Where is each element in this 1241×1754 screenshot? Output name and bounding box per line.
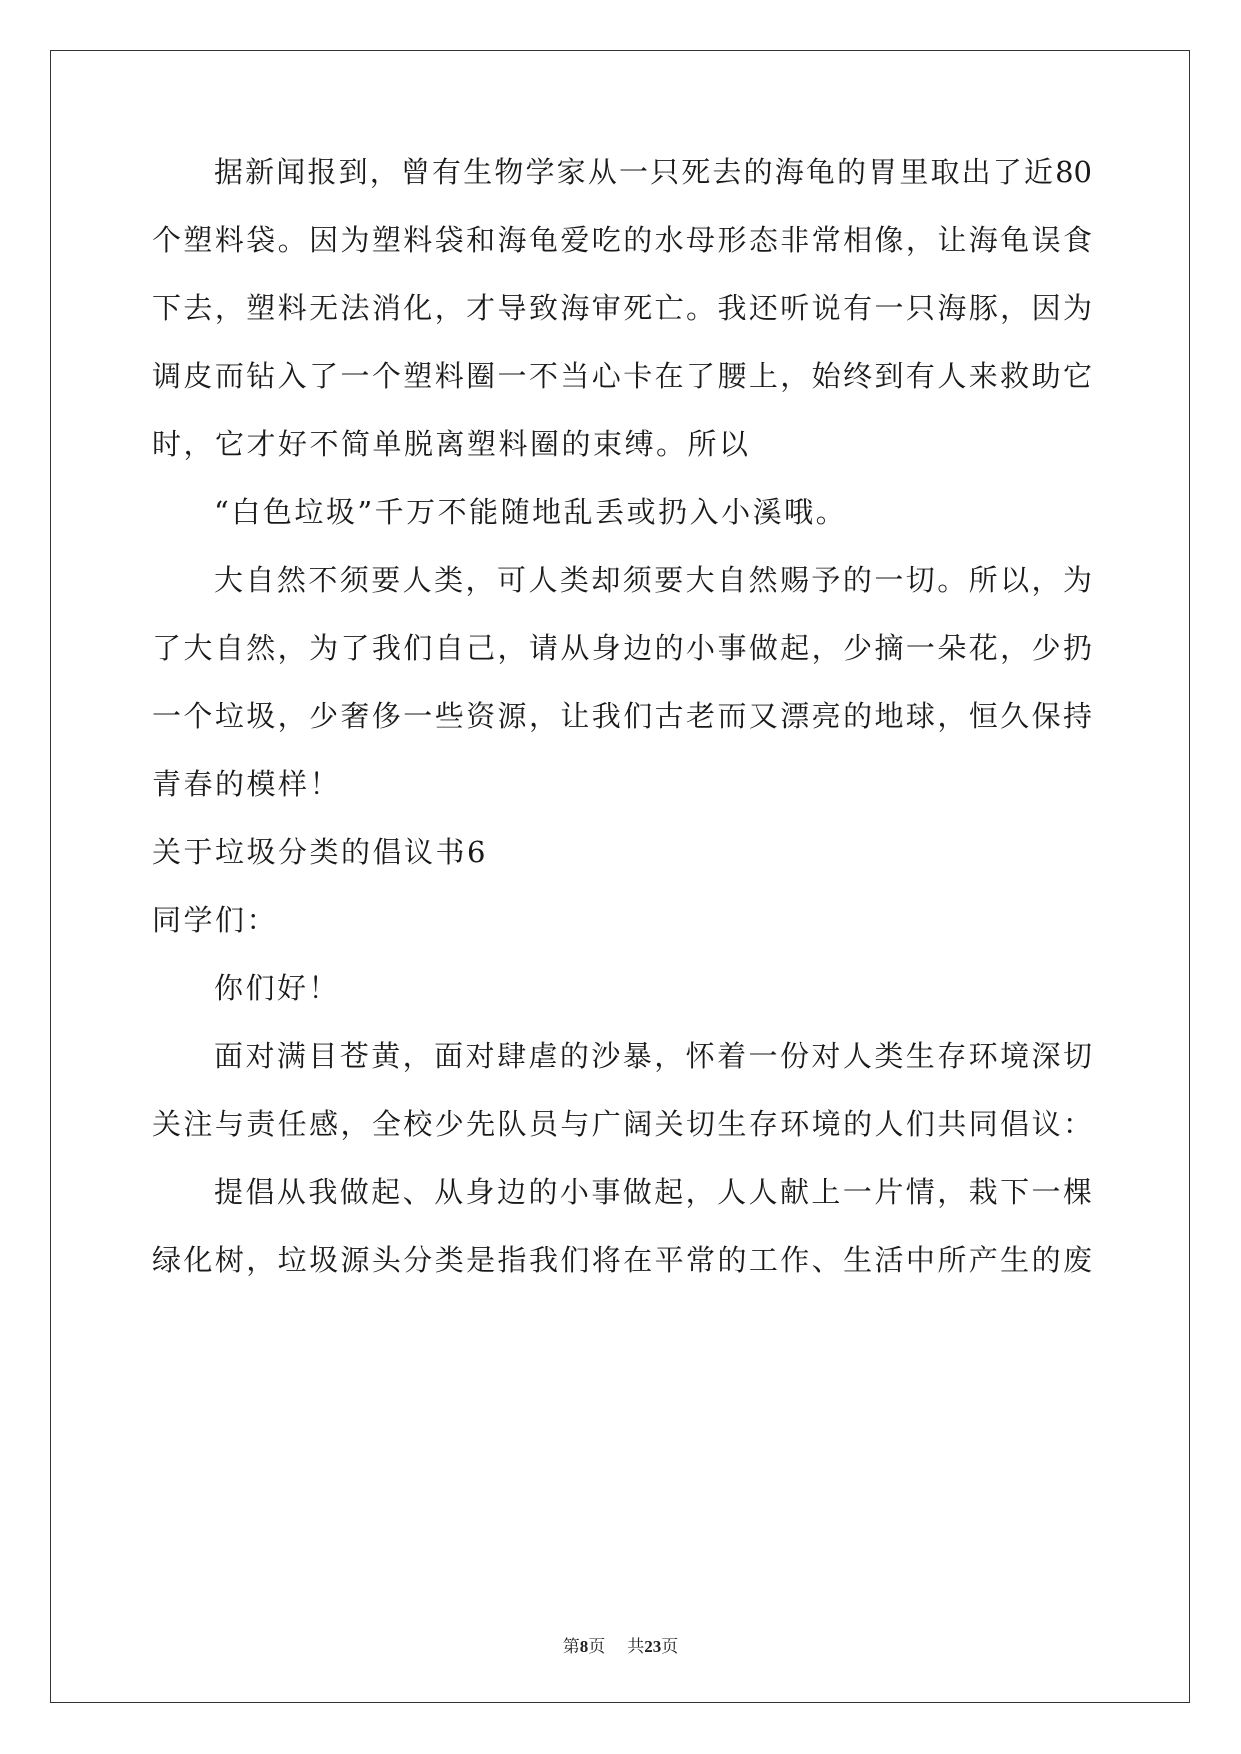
text-line: 青春的模样！	[152, 767, 342, 801]
text-line: 时，它才好不简单脱离塑料圈的束缚。所以	[152, 427, 751, 461]
text-line: 关注与责任感，全校少先队员与广阔关切生存环境的人们共同倡议：	[152, 1107, 1092, 1141]
section-heading: 关于垃圾分类的倡议书6	[152, 835, 488, 869]
text-line: 据新闻报到，曾有生物学家从一只死去的海龟的胃里取出了近80	[214, 155, 1092, 189]
salutation: 同学们：	[152, 903, 279, 937]
total-suffix: 页	[661, 1637, 679, 1657]
text-line: 提倡从我做起、从身边的小事做起，人人献上一片情，栽下一棵	[214, 1175, 1092, 1209]
text-line: 下去，塑料无法消化，才导致海审死亡。我还听说有一只海豚，因为	[152, 291, 1092, 325]
text-line: 调皮而钻入了一个塑料圈一不当心卡在了腰上，始终到有人来救助它	[152, 359, 1092, 393]
text-line: 了大自然，为了我们自己，请从身边的小事做起，少摘一朵花，少扔	[152, 631, 1092, 665]
greeting: 你们好！	[214, 971, 341, 1005]
page-number: 8	[579, 1637, 589, 1656]
text-line: “白色垃圾”千万不能随地乱丢或扔入小溪哦。	[214, 495, 848, 529]
text-line: 大自然不须要人类，可人类却须要大自然赐予的一切。所以，为	[214, 563, 1092, 597]
page-suffix: 页	[588, 1637, 606, 1657]
page-footer	[0, 1632, 1241, 1657]
total-prefix: 共	[627, 1637, 645, 1657]
page-prefix: 第	[562, 1637, 580, 1657]
text-line: 个塑料袋。因为塑料袋和海龟爱吃的水母形态非常相像，让海龟误食	[152, 223, 1092, 257]
text-line: 绿化树，垃圾源头分类是指我们将在平常的工作、生活中所产生的废	[152, 1243, 1092, 1277]
total-pages: 23	[644, 1637, 662, 1656]
text-line: 面对满目苍黄，面对肆虐的沙暴，怀着一份对人类生存环境深切	[214, 1039, 1092, 1073]
text-line: 一个垃圾，少奢侈一些资源，让我们古老而又漂亮的地球，恒久保持	[152, 699, 1092, 733]
